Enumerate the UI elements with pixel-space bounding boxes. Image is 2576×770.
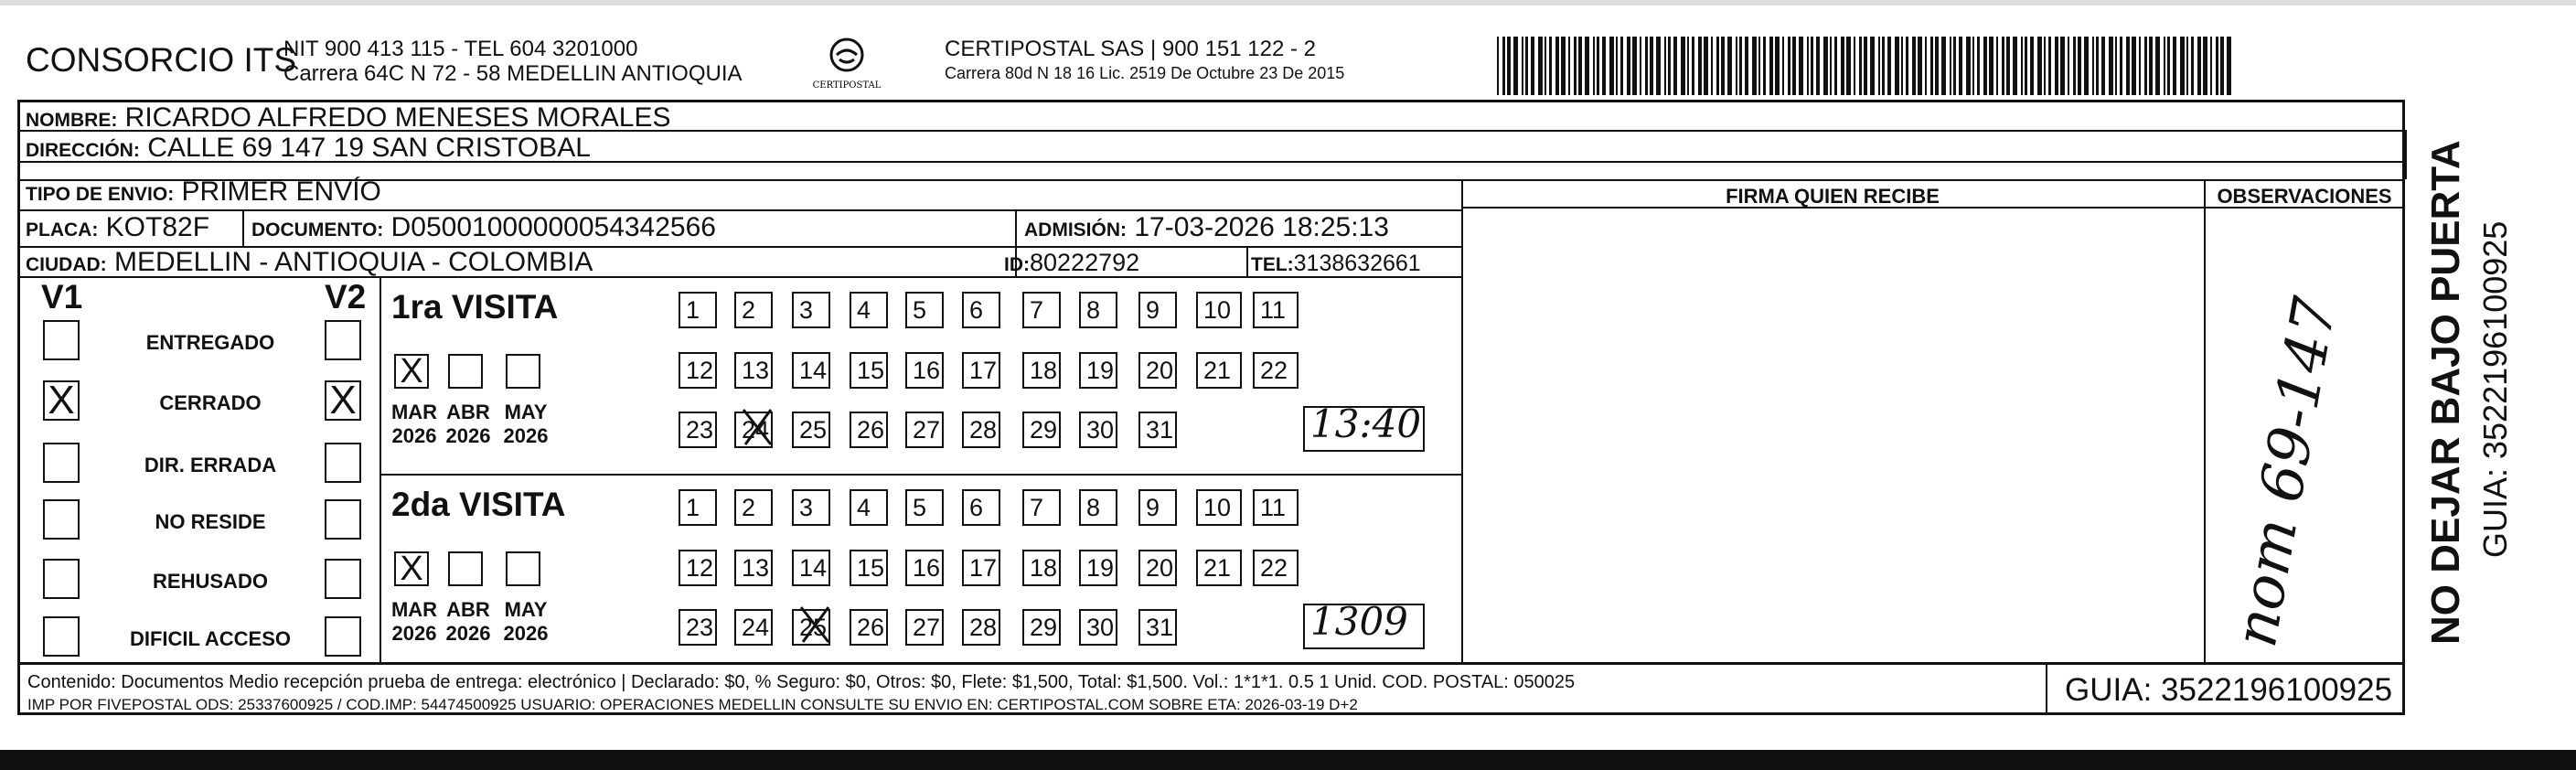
barcode-bar bbox=[2197, 37, 2201, 95]
barcode-bar bbox=[1918, 37, 1922, 95]
barcode-bar bbox=[1698, 37, 1702, 95]
barcode-bar bbox=[1736, 37, 1737, 95]
day-box[interactable]: 13 bbox=[734, 352, 773, 389]
barcode-bar bbox=[1650, 37, 1653, 95]
barcode-bar bbox=[1763, 37, 1766, 95]
documento-value: D05001000000054342566 bbox=[390, 212, 716, 242]
month-year: 2026 bbox=[445, 424, 491, 447]
barcode-bar bbox=[1788, 37, 1790, 95]
month-label bbox=[498, 401, 553, 448]
id-label: ID: bbox=[1004, 254, 1030, 275]
barcode-bar bbox=[2173, 37, 2176, 95]
barcode-bar bbox=[2109, 37, 2113, 95]
certipostal-line1: CERTIPOSTAL SAS | 900 151 122 - 2 bbox=[945, 37, 1316, 61]
barcode-bar bbox=[1983, 37, 1987, 95]
status-label: DIFICIL ACCESO bbox=[129, 627, 291, 650]
direccion-value: CALLE 69 147 19 SAN CRISTOBAL bbox=[147, 133, 591, 163]
day-box[interactable]: 30 bbox=[1079, 609, 1117, 646]
barcode-bar bbox=[1959, 37, 1962, 95]
barcode-bar bbox=[2210, 37, 2212, 95]
status-v2-checkbox[interactable] bbox=[325, 616, 361, 657]
ciudad-row bbox=[26, 247, 593, 278]
day-box[interactable]: 24 bbox=[734, 412, 773, 448]
footer-print-info: IMP POR FIVEPOSTAL ODS: 25337600925 / COD.IMP: 54474500925 USUARIO: OPERACIONES MEDELLIN CONSULTE SU ENVIO EN: CERTIPOSTAL.COM SOBRE ETA: 2026-03-19 D+2 bbox=[27, 696, 1358, 713]
barcode-bar bbox=[2006, 37, 2010, 95]
footer-content: Contenido: Documentos Medio recepción prueba de entrega: electrónico | Declarado: $0, % Seguro: $0, Otros: $0, Flete: $1,500, Total: $1,500. Vol.: 1*1*1. 0.5 1 Unid. COD. POSTAL: 050025 bbox=[27, 672, 1576, 692]
divider bbox=[379, 276, 381, 662]
barcode-bar bbox=[1807, 37, 1809, 95]
status-v2-checkbox[interactable] bbox=[325, 559, 361, 599]
barcode-bar bbox=[1687, 37, 1689, 95]
visit-time-box[interactable] bbox=[1303, 599, 1425, 649]
barcode-bar bbox=[1864, 37, 1867, 95]
barcode-bar bbox=[1673, 37, 1677, 95]
barcode-bar bbox=[1878, 37, 1880, 95]
status-v1-checkbox[interactable] bbox=[43, 443, 80, 483]
divider bbox=[1461, 179, 1463, 662]
day-box[interactable]: 7 bbox=[1022, 489, 1061, 526]
day-box[interactable]: 4 bbox=[850, 489, 888, 526]
barcode-bar bbox=[1901, 37, 1903, 95]
month-name: MAR bbox=[390, 401, 438, 423]
day-box[interactable]: 10 bbox=[1196, 292, 1242, 328]
direccion-row bbox=[26, 133, 591, 164]
logo-text: CERTIPOSTAL bbox=[812, 80, 882, 91]
day-box[interactable]: 7 bbox=[1022, 292, 1061, 328]
divider bbox=[379, 474, 1461, 476]
barcode-bar bbox=[1704, 37, 1708, 95]
day-box[interactable]: 29 bbox=[1022, 412, 1061, 448]
barcode-bar bbox=[2149, 37, 2153, 95]
barcode-bar bbox=[2084, 37, 2089, 95]
barcode-bar bbox=[2021, 37, 2023, 95]
barcode-bar bbox=[2048, 37, 2051, 95]
barcode-bar bbox=[1711, 37, 1713, 95]
barcode-bar bbox=[2227, 37, 2231, 95]
day-box[interactable]: 25 bbox=[792, 609, 830, 646]
status-v1-checkbox[interactable] bbox=[43, 559, 80, 599]
day-box[interactable]: 18 bbox=[1022, 352, 1061, 389]
v2-header: V2 bbox=[325, 278, 367, 315]
barcode-bar bbox=[1935, 37, 1939, 95]
barcode-bar bbox=[2092, 37, 2094, 95]
day-box[interactable]: 19 bbox=[1079, 550, 1117, 586]
ciudad-value: MEDELLIN - ANTIOQUIA - COLOMBIA bbox=[114, 247, 593, 277]
barcode-bar bbox=[2037, 37, 2042, 95]
certipostal-logo bbox=[809, 35, 884, 97]
company-info bbox=[283, 37, 743, 86]
barcode-bar bbox=[1522, 37, 1523, 95]
barcode-bar bbox=[1574, 37, 1577, 95]
status-v1-checkbox[interactable]: X bbox=[43, 380, 80, 421]
barcode-bar bbox=[1616, 37, 1618, 95]
status-v2-checkbox[interactable] bbox=[325, 499, 361, 540]
barcode-bar bbox=[1834, 37, 1837, 95]
day-box[interactable]: 1 bbox=[679, 489, 717, 526]
visit-time-box[interactable] bbox=[1303, 401, 1425, 452]
status-label: CERRADO bbox=[159, 391, 262, 414]
day-box[interactable]: 9 bbox=[1138, 292, 1177, 328]
barcode-bar bbox=[1602, 37, 1606, 95]
month-label bbox=[441, 401, 496, 448]
barcode-bar bbox=[1792, 37, 1796, 95]
day-box[interactable]: 25 bbox=[792, 412, 830, 448]
day-box[interactable]: 4 bbox=[850, 292, 888, 328]
month-name: ABR bbox=[446, 598, 490, 621]
barcode-bar bbox=[2203, 37, 2207, 95]
tel-label: TEL: bbox=[1251, 254, 1294, 275]
barcode-bar bbox=[1664, 37, 1666, 95]
month-label bbox=[498, 598, 553, 646]
visit-title: 2da VISITA bbox=[391, 486, 566, 523]
day-box[interactable]: 23 bbox=[679, 609, 717, 646]
barcode-bar bbox=[1846, 37, 1851, 95]
barcode-bar bbox=[2030, 37, 2034, 95]
day-box[interactable]: 27 bbox=[905, 609, 944, 646]
day-box[interactable]: 28 bbox=[962, 609, 1000, 646]
barcode-bar bbox=[1632, 37, 1637, 95]
day-box[interactable]: 3 bbox=[792, 489, 830, 526]
month-label bbox=[387, 598, 442, 646]
day-box[interactable]: 22 bbox=[1253, 550, 1299, 586]
day-box[interactable]: 5 bbox=[905, 489, 944, 526]
barcode-bar bbox=[1782, 37, 1784, 95]
month-checkbox[interactable]: X bbox=[394, 354, 429, 389]
day-box[interactable]: 11 bbox=[1253, 489, 1299, 526]
barcode-bar bbox=[2139, 37, 2141, 95]
month-checkbox[interactable] bbox=[506, 354, 540, 389]
barcode-bar bbox=[1727, 37, 1732, 95]
status-v1-checkbox[interactable] bbox=[43, 320, 80, 360]
barcode-bar bbox=[2126, 37, 2130, 95]
barcode-bar bbox=[1538, 37, 1543, 95]
month-name: ABR bbox=[446, 401, 490, 423]
barcode-bar bbox=[1561, 37, 1566, 95]
barcode-bar bbox=[1930, 37, 1933, 95]
company-address: Carrera 64C N 72 - 58 MEDELLIN ANTIOQUIA bbox=[283, 61, 743, 86]
placa-value: KOT82F bbox=[105, 212, 210, 242]
barcode-bar bbox=[1823, 37, 1828, 95]
barcode-bar bbox=[1549, 37, 1552, 95]
day-box[interactable]: 8 bbox=[1079, 292, 1117, 328]
barcode-bar bbox=[1578, 37, 1582, 95]
divider bbox=[2204, 179, 2206, 662]
barcode-bar bbox=[1745, 37, 1748, 95]
barcode-bar bbox=[1513, 37, 1518, 95]
barcode-bar bbox=[1854, 37, 1855, 95]
id-value: 80222792 bbox=[1030, 249, 1140, 276]
day-box[interactable]: 17 bbox=[962, 352, 1000, 389]
ciudad-label: CIUDAD: bbox=[26, 254, 107, 275]
barcode-bar bbox=[1953, 37, 1956, 95]
barcode-bar bbox=[1870, 37, 1875, 95]
day-box[interactable]: 17 bbox=[962, 550, 1000, 586]
barcode-bar bbox=[1859, 37, 1862, 95]
barcode-bar bbox=[2096, 37, 2099, 95]
barcode-bar bbox=[1531, 37, 1534, 95]
barcode-bar bbox=[1950, 37, 1951, 95]
day-box[interactable]: 6 bbox=[962, 489, 1000, 526]
barcode-bar bbox=[2002, 37, 2004, 95]
day-box[interactable]: 31 bbox=[1138, 412, 1177, 448]
day-box[interactable]: 5 bbox=[905, 292, 944, 328]
direccion-label: DIRECCIÓN: bbox=[26, 140, 140, 161]
day-box[interactable]: 10 bbox=[1196, 489, 1242, 526]
barcode-bar bbox=[2144, 37, 2147, 95]
day-box[interactable]: 21 bbox=[1196, 352, 1242, 389]
barcode-bar bbox=[1645, 37, 1648, 95]
tipo-label: TIPO DE ENVIO: bbox=[26, 184, 175, 205]
day-box[interactable]: 21 bbox=[1196, 550, 1242, 586]
barcode-bar bbox=[1627, 37, 1630, 95]
side-guia: GUIA: 3522196100925 bbox=[2476, 220, 2514, 558]
day-box[interactable]: 2 bbox=[734, 292, 773, 328]
nombre-label: NOMBRE: bbox=[26, 110, 118, 131]
day-box[interactable]: 20 bbox=[1138, 550, 1177, 586]
handwritten-observation: nom 69-147 bbox=[2222, 292, 2350, 652]
company-nit: NIT 900 413 115 - TEL 604 3201000 bbox=[283, 37, 638, 61]
barcode-bar bbox=[1545, 37, 1546, 95]
day-box[interactable]: 12 bbox=[679, 352, 717, 389]
barcode-bar bbox=[1721, 37, 1725, 95]
tel-value: 3138632661 bbox=[1293, 251, 1421, 276]
status-label: NO RESIDE bbox=[155, 510, 266, 533]
barcode-bar bbox=[2055, 37, 2058, 95]
barcode-bar bbox=[1966, 37, 1971, 95]
admision-row bbox=[1024, 212, 1389, 243]
status-v2-checkbox[interactable]: X bbox=[325, 380, 361, 421]
barcode-bar bbox=[2044, 37, 2046, 95]
visit-time: 13:40 bbox=[1310, 401, 1422, 446]
day-box[interactable]: 18 bbox=[1022, 550, 1061, 586]
divider bbox=[17, 209, 1461, 211]
barcode-bar bbox=[1739, 37, 1742, 95]
day-box[interactable]: 26 bbox=[850, 609, 888, 646]
tipo-row bbox=[26, 176, 381, 208]
tel-row bbox=[1251, 251, 1421, 277]
firma-header: FIRMA QUIEN RECIBE bbox=[1726, 185, 1940, 208]
day-box[interactable]: 14 bbox=[792, 550, 830, 586]
month-name: MAY bbox=[504, 401, 548, 423]
barcode-bar bbox=[1996, 37, 1998, 95]
day-box[interactable]: 16 bbox=[905, 352, 944, 389]
day-box[interactable]: 15 bbox=[850, 352, 888, 389]
barcode-bar bbox=[2132, 37, 2136, 95]
day-box[interactable]: 24 bbox=[734, 609, 773, 646]
footer-guia: GUIA: 3522196100925 bbox=[2065, 672, 2393, 708]
month-checkbox[interactable]: X bbox=[394, 551, 429, 586]
barcode-bar bbox=[1692, 37, 1694, 95]
barcode-bar bbox=[1977, 37, 1980, 95]
barcode-bar bbox=[1882, 37, 1885, 95]
day-box[interactable]: 6 bbox=[962, 292, 1000, 328]
day-box[interactable]: 22 bbox=[1253, 352, 1299, 389]
barcode-bar bbox=[1716, 37, 1719, 95]
month-name: MAY bbox=[504, 598, 548, 621]
status-v1-checkbox[interactable] bbox=[43, 616, 80, 657]
barcode-bar bbox=[2155, 37, 2160, 95]
barcode-bar bbox=[1609, 37, 1614, 95]
barcode-bar bbox=[1775, 37, 1780, 95]
tipo-value: PRIMER ENVÍO bbox=[181, 176, 381, 207]
status-label: ENTREGADO bbox=[145, 331, 275, 354]
barcode-bar bbox=[2186, 37, 2188, 95]
day-box[interactable]: 26 bbox=[850, 412, 888, 448]
bottom-edge bbox=[0, 750, 2576, 770]
status-label: REHUSADO bbox=[153, 570, 268, 593]
month-name: MAR bbox=[390, 598, 438, 621]
barcode-bar bbox=[2013, 37, 2017, 95]
day-box[interactable]: 3 bbox=[792, 292, 830, 328]
barcode-bar bbox=[1941, 37, 1946, 95]
barcode-bar bbox=[1989, 37, 1993, 95]
barcode-bar bbox=[2025, 37, 2027, 95]
top-edge bbox=[0, 0, 2576, 5]
nombre-value: RICARDO ALFREDO MENESES MORALES bbox=[124, 102, 671, 133]
day-box[interactable]: 15 bbox=[850, 550, 888, 586]
certipostal-license: Carrera 80d N 18 16 Lic. 2519 De Octubre 23 De 2015 bbox=[945, 64, 1345, 82]
day-box[interactable]: 20 bbox=[1138, 352, 1177, 389]
barcode-bar bbox=[2068, 37, 2069, 95]
side-warning: NO DEJAR BAJO PUERTA bbox=[2423, 140, 2468, 645]
month-year: 2026 bbox=[503, 622, 549, 645]
id-row bbox=[1004, 249, 1139, 277]
day-strike-mark bbox=[740, 404, 776, 461]
v1-header: V1 bbox=[41, 278, 83, 315]
day-box[interactable]: 16 bbox=[905, 550, 944, 586]
barcode-bar bbox=[1758, 37, 1760, 95]
barcode-bar bbox=[1507, 37, 1511, 95]
day-box[interactable]: 19 bbox=[1079, 352, 1117, 389]
day-strike-mark bbox=[797, 602, 834, 658]
day-box[interactable]: 12 bbox=[679, 550, 717, 586]
barcode-bar bbox=[1912, 37, 1916, 95]
documento-label: DOCUMENTO: bbox=[251, 219, 384, 241]
barcode-bar bbox=[1681, 37, 1685, 95]
barcode-bar bbox=[1972, 37, 1974, 95]
certipostal-info bbox=[945, 37, 1344, 86]
day-box[interactable]: 28 bbox=[962, 412, 1000, 448]
day-box[interactable]: 29 bbox=[1022, 609, 1061, 646]
month-year: 2026 bbox=[391, 622, 437, 645]
admision-value: 17-03-2026 18:25:13 bbox=[1134, 212, 1389, 242]
barcode bbox=[1497, 37, 2231, 95]
barcode-bar bbox=[2220, 37, 2224, 95]
day-box[interactable]: 13 bbox=[734, 550, 773, 586]
barcode-bar bbox=[1668, 37, 1671, 95]
day-box[interactable]: 30 bbox=[1079, 412, 1117, 448]
barcode-bar bbox=[1811, 37, 1813, 95]
month-year: 2026 bbox=[445, 622, 491, 645]
barcode-bar bbox=[1555, 37, 1559, 95]
barcode-bar bbox=[1656, 37, 1661, 95]
barcode-bar bbox=[1752, 37, 1757, 95]
admision-label: ADMISIÓN: bbox=[1024, 219, 1127, 241]
nombre-row bbox=[26, 102, 670, 134]
month-label bbox=[387, 401, 442, 448]
day-box[interactable]: 9 bbox=[1138, 489, 1177, 526]
month-checkbox[interactable] bbox=[448, 354, 483, 389]
month-label bbox=[441, 598, 496, 646]
barcode-bar bbox=[1816, 37, 1820, 95]
divider bbox=[2046, 662, 2047, 715]
barcode-bar bbox=[1620, 37, 1623, 95]
visit-time: 1309 bbox=[1310, 599, 1408, 644]
barcode-bar bbox=[1925, 37, 1927, 95]
day-box[interactable]: 31 bbox=[1138, 609, 1177, 646]
status-v1-checkbox[interactable] bbox=[43, 499, 80, 540]
barcode-bar bbox=[2120, 37, 2122, 95]
barcode-bar bbox=[2060, 37, 2065, 95]
barcode-bar bbox=[2073, 37, 2076, 95]
barcode-bar bbox=[2167, 37, 2170, 95]
month-year: 2026 bbox=[391, 424, 437, 447]
status-label: DIR. ERRADA bbox=[144, 454, 277, 476]
day-box[interactable]: 27 bbox=[905, 412, 944, 448]
month-checkbox[interactable] bbox=[506, 551, 540, 586]
divider bbox=[1246, 246, 1248, 276]
day-box[interactable]: 14 bbox=[792, 352, 830, 389]
day-box[interactable]: 1 bbox=[679, 292, 717, 328]
barcode-bar bbox=[1799, 37, 1803, 95]
barcode-bar bbox=[1640, 37, 1641, 95]
month-year: 2026 bbox=[503, 424, 549, 447]
barcode-bar bbox=[1593, 37, 1595, 95]
divider bbox=[242, 209, 244, 246]
barcode-bar bbox=[1568, 37, 1570, 95]
company-name: CONSORCIO ITS bbox=[26, 41, 297, 79]
documento-row bbox=[251, 212, 716, 243]
barcode-bar bbox=[1906, 37, 1908, 95]
barcode-bar bbox=[2101, 37, 2105, 95]
barcode-bar bbox=[1525, 37, 1528, 95]
barcode-bar bbox=[2164, 37, 2165, 95]
divider bbox=[2405, 130, 2407, 179]
barcode-bar bbox=[1830, 37, 1832, 95]
placa-row bbox=[26, 212, 209, 243]
observaciones-header: OBSERVACIONES bbox=[2217, 185, 2392, 208]
visit-title: 1ra VISITA bbox=[391, 288, 559, 326]
barcode-bar bbox=[2078, 37, 2081, 95]
barcode-bar bbox=[1585, 37, 1589, 95]
barcode-bar bbox=[1841, 37, 1844, 95]
day-box[interactable]: 23 bbox=[679, 412, 717, 448]
barcode-bar bbox=[1502, 37, 1505, 95]
barcode-bar bbox=[1887, 37, 1891, 95]
barcode-bar bbox=[1497, 37, 1499, 95]
day-box[interactable]: 11 bbox=[1253, 292, 1299, 328]
day-box[interactable]: 8 bbox=[1079, 489, 1117, 526]
barcode-bar bbox=[1597, 37, 1599, 95]
barcode-bar bbox=[2216, 37, 2218, 95]
placa-label: PLACA: bbox=[26, 219, 99, 241]
month-checkbox[interactable] bbox=[448, 551, 483, 586]
barcode-bar bbox=[1895, 37, 1899, 95]
status-v2-checkbox[interactable] bbox=[325, 320, 361, 360]
barcode-bar bbox=[2115, 37, 2117, 95]
status-v2-checkbox[interactable] bbox=[325, 443, 361, 483]
barcode-bar bbox=[2191, 37, 2194, 95]
barcode-bar bbox=[2180, 37, 2185, 95]
barcode-bar bbox=[1769, 37, 1773, 95]
day-box[interactable]: 2 bbox=[734, 489, 773, 526]
